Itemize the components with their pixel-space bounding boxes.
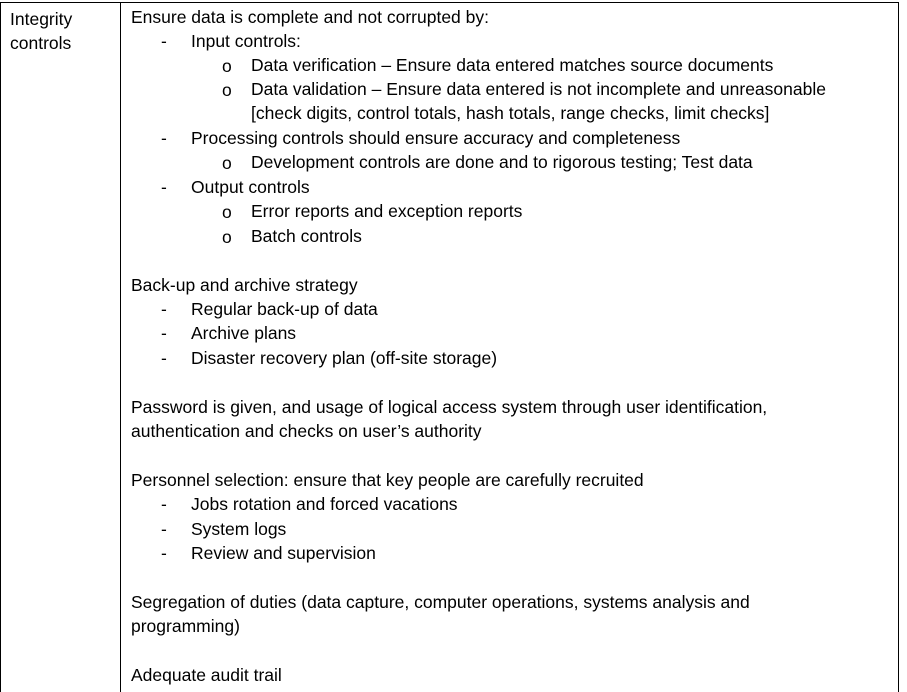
- personnel-item: Jobs rotation and forced vacations: [191, 494, 458, 514]
- segregation-text: Segregation of duties (data capture, computer operations, systems analysis and: [131, 592, 750, 612]
- batch-controls-item: Batch controls: [251, 226, 362, 246]
- intro-text: Ensure data is complete and not corrupted by:: [131, 7, 489, 27]
- dash-marker: -: [161, 31, 167, 51]
- data-validation-item: Data validation – Ensure data entered is not incomplete and unreasonable: [251, 79, 826, 99]
- password-continuation: authentication and checks on user’s authority: [131, 421, 482, 441]
- label-cell: [1, 3, 121, 692]
- dash-marker: -: [161, 128, 167, 148]
- dash-marker: -: [161, 348, 167, 368]
- password-text: Password is given, and usage of logical access system through user identification,: [131, 397, 768, 417]
- error-reports-item: Error reports and exception reports: [251, 201, 523, 221]
- development-controls-item: Development controls are done and to rigorous testing; Test data: [251, 152, 753, 172]
- circle-marker: o: [222, 153, 232, 173]
- dash-marker: -: [161, 519, 167, 539]
- backup-item: Disaster recovery plan (off-site storage): [191, 348, 498, 368]
- dash-marker: -: [161, 323, 167, 343]
- backup-item: Regular back-up of data: [191, 299, 378, 319]
- backup-item: Archive plans: [191, 323, 297, 343]
- processing-controls-item: Processing controls should ensure accuracy and completeness: [191, 128, 681, 148]
- personnel-item: System logs: [191, 519, 287, 539]
- circle-marker: o: [222, 227, 232, 247]
- output-controls-item: Output controls: [191, 177, 310, 197]
- dash-marker: -: [161, 299, 167, 319]
- backup-heading: Back-up and archive strategy: [131, 275, 358, 295]
- audit-trail-text: Adequate audit trail: [131, 665, 282, 685]
- segregation-continuation: programming): [131, 616, 240, 636]
- data-validation-continuation: [check digits, control totals, hash totals, range checks, limit checks]: [251, 103, 770, 123]
- controls-table: [0, 2, 899, 692]
- personnel-item: Review and supervision: [191, 543, 376, 563]
- circle-marker: o: [222, 80, 232, 100]
- data-verification-item: Data verification – Ensure data entered matches source documents: [251, 55, 774, 75]
- personnel-heading: Personnel selection: ensure that key people are carefully recruited: [131, 470, 644, 490]
- row-label: Integrity controls: [10, 9, 73, 53]
- circle-marker: o: [222, 56, 232, 76]
- dash-marker: -: [161, 494, 167, 514]
- content-cell: [121, 3, 898, 692]
- input-controls-item: Input controls:: [191, 31, 301, 51]
- circle-marker: o: [222, 202, 232, 222]
- dash-marker: -: [161, 177, 167, 197]
- dash-marker: -: [161, 543, 167, 563]
